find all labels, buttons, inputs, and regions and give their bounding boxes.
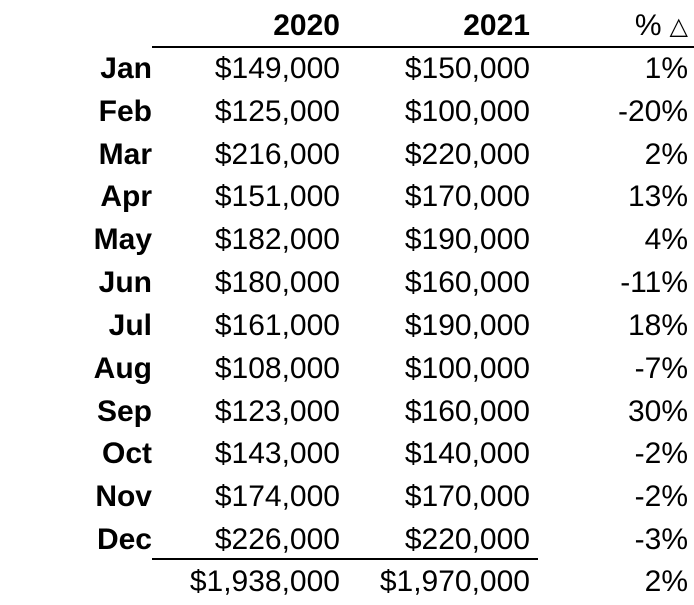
pct-change: 1%: [644, 52, 688, 85]
value-2021: $190,000: [404, 309, 530, 342]
value-2020: $151,000: [214, 180, 340, 213]
month-label: Nov: [95, 480, 152, 513]
value-2021: $150,000: [404, 52, 530, 85]
pct-change: -7%: [634, 352, 688, 385]
column-header-2020: 2020: [273, 9, 340, 42]
pct-change: -11%: [620, 266, 688, 299]
value-2021: $160,000: [404, 266, 530, 299]
month-label: Oct: [101, 437, 152, 470]
month-label: Jun: [98, 266, 152, 299]
value-2020: $108,000: [214, 352, 340, 385]
column-header-2021: 2021: [463, 9, 530, 42]
pct-change: 4%: [644, 223, 688, 256]
month-label: Feb: [98, 95, 152, 128]
month-label: Jan: [100, 52, 152, 85]
value-2020: $180,000: [214, 266, 340, 299]
value-2020: $174,000: [214, 480, 340, 513]
month-label: Dec: [96, 523, 152, 556]
pct-change: -2%: [634, 437, 688, 470]
pct-change: -20%: [617, 95, 688, 128]
month-label: Aug: [93, 352, 152, 385]
pct-change: 2%: [644, 138, 688, 171]
value-2020: $216,000: [214, 138, 340, 171]
delta-symbol: △: [669, 13, 688, 40]
month-label: May: [93, 223, 152, 256]
pct-change: -2%: [634, 480, 688, 513]
value-2020: $182,000: [214, 223, 340, 256]
column-header-pct-change: [540, 4, 688, 47]
value-2020: $123,000: [214, 395, 340, 428]
value-2020: $143,000: [214, 437, 340, 470]
month-label: Jul: [108, 309, 152, 342]
month-label: Apr: [100, 180, 152, 213]
total-2020: $1,938,000: [189, 565, 340, 598]
pct-change: 13%: [627, 180, 688, 213]
total-pct-change: 2%: [644, 565, 688, 598]
value-2020: $161,000: [214, 309, 340, 342]
pct-change: -3%: [634, 523, 688, 556]
month-label: Sep: [96, 395, 152, 428]
value-2021: $160,000: [404, 395, 530, 428]
value-2021: $220,000: [404, 523, 530, 556]
value-2021: $190,000: [404, 223, 530, 256]
value-2021: $100,000: [404, 95, 530, 128]
value-2020: $226,000: [214, 523, 340, 556]
pct-header-text: %: [634, 9, 662, 42]
value-2021: $170,000: [404, 480, 530, 513]
value-2021: $140,000: [404, 437, 530, 470]
value-2021: $100,000: [404, 352, 530, 385]
value-2021: $170,000: [404, 180, 530, 213]
month-label: Mar: [98, 138, 152, 171]
pct-change: 18%: [627, 309, 688, 342]
pct-change: 30%: [627, 395, 688, 428]
value-2020: $149,000: [214, 52, 340, 85]
total-2021: $1,970,000: [379, 565, 530, 598]
value-2021: $220,000: [404, 138, 530, 171]
value-2020: $125,000: [214, 95, 340, 128]
